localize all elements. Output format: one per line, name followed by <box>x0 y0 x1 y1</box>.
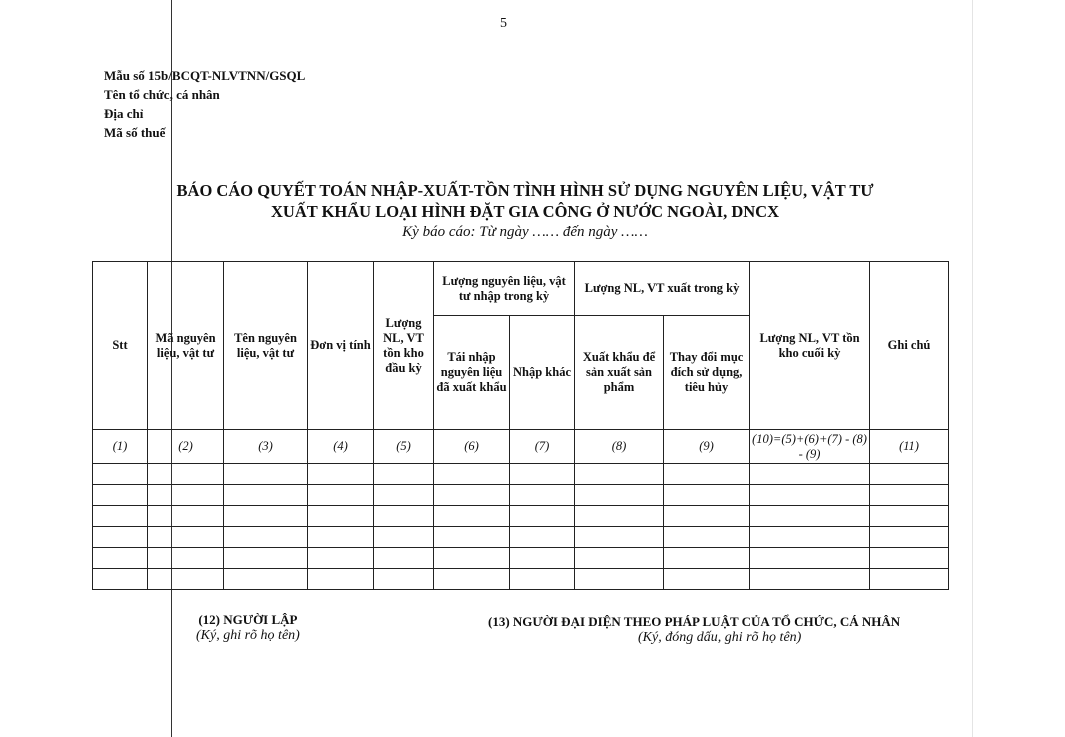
column-number: (3) <box>224 430 308 464</box>
header-material-code: Mã nguyên liệu, vật tư <box>148 262 224 430</box>
representative-role: (13) NGƯỜI ĐẠI DIỆN THEO PHÁP LUẬT CỦA TỔ CHỨC, CÁ NHÂN <box>488 614 901 629</box>
header-opening-stock: Lượng NL, VT tồn kho đầu kỳ <box>374 262 434 430</box>
report-table <box>92 261 949 590</box>
page-number: 5 <box>500 16 507 31</box>
column-number: (7) <box>510 430 575 464</box>
org-name-label: Tên tổ chức, cá nhân <box>104 87 220 102</box>
form-code: Mẫu số 15b/BCQT-NLVTNN/GSQL <box>104 68 306 83</box>
header-notes: Ghi chú <box>870 262 949 430</box>
header-material-name: Tên nguyên liệu, vật tư <box>224 262 308 430</box>
header-closing-stock: Lượng NL, VT tồn kho cuối kỳ <box>750 262 870 430</box>
preparer-signature <box>196 612 300 644</box>
header-export-production: Xuất khẩu để sản xuất sản phẩm <box>575 316 664 430</box>
header-unit: Đơn vị tính <box>308 262 374 430</box>
header-imported-group: Lượng nguyên liệu, vật tư nhập trong kỳ <box>434 262 575 316</box>
representative-signature <box>488 614 900 646</box>
table-row <box>93 506 949 527</box>
column-number: (10)=(5)+(6)+(7) - (8) - (9) <box>750 430 870 464</box>
header-change-purpose: Thay đổi mục đích sử dụng, tiêu hủy <box>664 316 750 430</box>
header-stt: Stt <box>93 262 148 430</box>
column-number: (6) <box>434 430 510 464</box>
table-row <box>93 464 949 485</box>
preparer-role: (12) NGƯỜI LẬP <box>198 612 298 627</box>
tax-code-label: Mã số thuế <box>104 125 166 140</box>
column-number: (11) <box>870 430 949 464</box>
form-header <box>104 66 305 142</box>
column-number: (4) <box>308 430 374 464</box>
table-row <box>93 548 949 569</box>
scan-faint-line <box>972 0 973 737</box>
column-number: (9) <box>664 430 750 464</box>
table-row <box>93 485 949 506</box>
column-number: (5) <box>374 430 434 464</box>
column-number: (2) <box>148 430 224 464</box>
preparer-note: (Ký, ghi rõ họ tên) <box>196 628 300 643</box>
header-other-import: Nhập khác <box>510 316 575 430</box>
column-number-row <box>93 430 949 464</box>
table-row <box>93 527 949 548</box>
report-title-line1: BÁO CÁO QUYẾT TOÁN NHẬP-XUẤT-TỒN TÌNH HÌNH SỬ DỤNG NGUYÊN LIỆU, VẬT TƯ <box>176 181 874 200</box>
report-title-line2: XUẤT KHẨU LOẠI HÌNH ĐẶT GIA CÔNG Ở NƯỚC NGOÀI, DNCX <box>270 202 780 221</box>
address-label: Địa chỉ <box>104 106 144 121</box>
report-period: Kỳ báo cáo: Từ ngày …… đến ngày …… <box>402 224 648 240</box>
header-exported-group: Lượng NL, VT xuất trong kỳ <box>575 262 750 316</box>
representative-note: (Ký, đóng dấu, ghi rõ họ tên) <box>638 630 802 645</box>
header-reimport: Tái nhập nguyên liệu đã xuất khẩu <box>434 316 510 430</box>
column-number: (1) <box>93 430 148 464</box>
table-row <box>93 569 949 590</box>
column-number: (8) <box>575 430 664 464</box>
